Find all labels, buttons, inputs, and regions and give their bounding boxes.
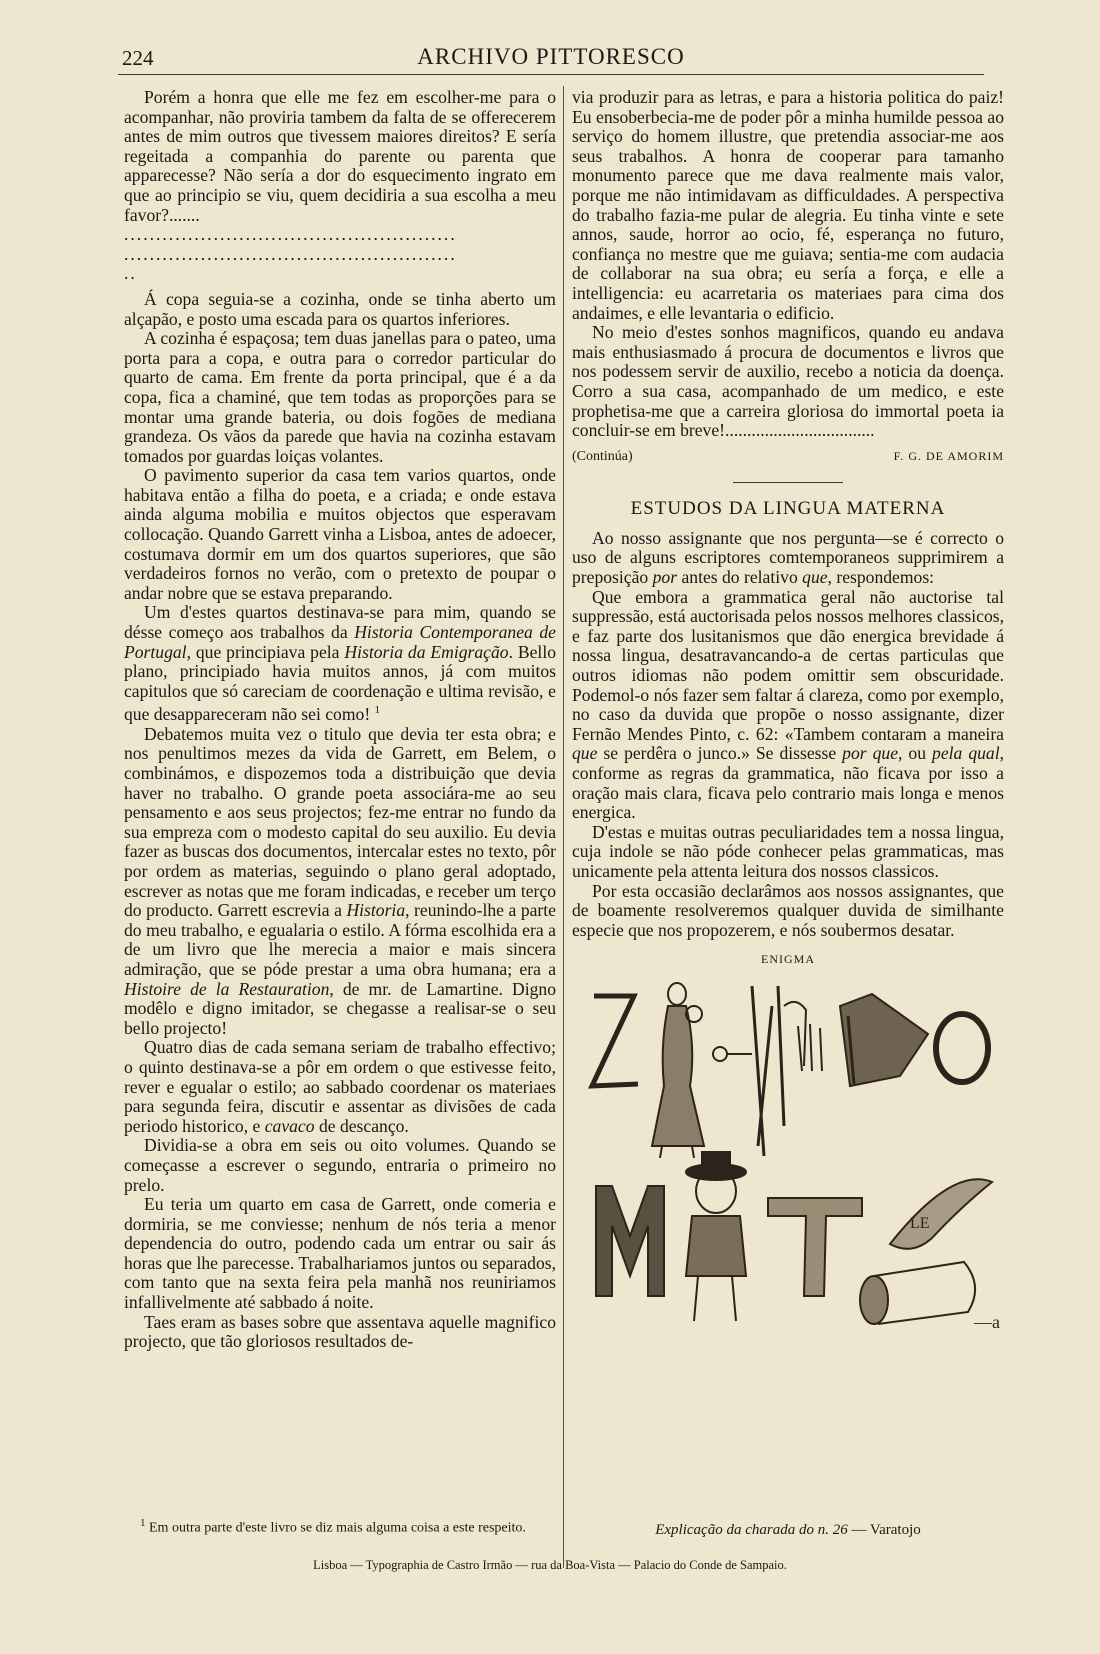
- enigma-mark: —a: [974, 1311, 1000, 1332]
- paragraph: Debatemos muita vez o titulo que devia ter esta obra; e nos penultimos mezes da vida de Garrett, em Belem, o combinámos, e dispozemos toda a distribuição que devia haver no trabalho. O grande poeta associára-me ao seu pensamento e aos seus projectos; fez-me entrar no fundo da sua empreza com o modesto capital do seu auxilio. Eu devia fazer as buscas dos documentos, intercalar estes no texto, pôr por ordem as materias, seguindo o plano geral adoptado, escrever as notas que me foram indicadas, e receber um terço do producto. Garrett escrevia a Historia, reunindo-lhe a parte do meu trabalho, e egualaria o estilo. A fórma escolhida era a de um livro que lhe merecia a maior e mais sincera admiração, que se póde prestar a uma obra humana; era a Histoire de la Restauration, de mr. de Lamartine. Digno modêlo e digno imitador, se chegasse a realisar-se o seu bello projecto!: [124, 723, 556, 1038]
- header-rule: [118, 74, 984, 75]
- ellipsis-line: ....................................................: [124, 244, 457, 264]
- paragraph: Taes eram as bases sobre que assentava aquelle magnifico projecto, que tão gloriosos resultados de-: [124, 1311, 556, 1352]
- ellipsis-line: ....................................................: [124, 225, 457, 245]
- enigma-caption: Explicação da charada do n. 26 — Varatojo: [655, 1522, 921, 1538]
- enigma-wing-text: LE: [910, 1214, 930, 1232]
- footnote-ref: 1: [374, 704, 381, 717]
- enigma-illustration: [572, 976, 1004, 1346]
- section-separator: [733, 482, 843, 483]
- author-name: F. G. DE AMORIM: [893, 448, 1004, 463]
- continua-label: (Continúa): [572, 448, 633, 464]
- section-title: ESTUDOS DA LINGUA MATERNA: [630, 498, 946, 520]
- left-column: [124, 88, 556, 1352]
- paragraph: Um d'estes quartos destinava-se para mim, quando se désse começo aos trabalhos da Historia Contemporanea de Portugal, que principiava pela Historia da Emigração. Bello plano, principiado havia muitos annos, já com muitos capitulos que só careciam de coordenação e ultima revisão, e que desappareceram não sei como! $^1$: [124, 602, 556, 725]
- ellipsis-line: ..: [124, 264, 137, 284]
- paragraph: Dividia-se a obra em seis ou oito volumes. Quando se começasse a escrever o segundo, entraria o primeiro no prelo.: [124, 1135, 556, 1195]
- article-signature: [572, 447, 1004, 467]
- page-header: [118, 44, 984, 74]
- imprint-line: Lisboa — Typographia de Castro Irmão — rua da Boa-Vista — Palacio do Conde de Sampaio.: [313, 1558, 787, 1572]
- paragraph: O pavimento superior da casa tem varios quartos, onde habitava então a filha do poeta, e a criada; e onde estava ainda alguma mobilia e muitos objectos que esperavam collocação. Quando Garrett vinha a Lisboa, antes de adoecer, costumava dormir em um dos quartos superiores, que são verdadeiros fornos no verão, com o pretexto de poupar o andar nobre que se estava preparando.: [124, 465, 556, 603]
- paragraph: Quatro dias de cada semana seriam de trabalho effectivo; o quinto destinava-se a pôr em ordem o que estivesse feito, rever e egualar o estilo; ao sabbado coordenar os materiaes para segunda feira, discutir e assentar as divisões de cada periodo historico, e cavaco de descanço.: [124, 1037, 556, 1136]
- paragraph: Á copa seguia-se a cozinha, onde se tinha aberto um alçapão, e posto uma escada para os quartos inferiores.: [124, 288, 556, 329]
- paragraph: Eu teria um quarto em casa de Garrett, onde comeria e dormiria, se me conviesse; nenhum de nós teria a menor dependencia do outro, podendo cada um entrar ou sair ás horas que lhe parecesse. Trabalhariamos juntos ou separados, com tanto que na sexta feira pela manhã nos reuniriamos infallivelmente até sabbado á noite.: [124, 1194, 556, 1313]
- footnote: $^1$ Em outra parte d'este livro se diz mais alguma coisa a este respeito.: [140, 1517, 526, 1536]
- right-column: [572, 88, 1004, 1351]
- page-number: 224: [122, 46, 154, 70]
- column-divider: [563, 86, 564, 1568]
- page-title: ARCHIVO PITTORESCO: [417, 44, 685, 69]
- paragraph: Ao nosso assignante que nos pergunta—se é correcto o uso de alguns escriptores comtemporaneos supprimirem a preposição por antes do relativo que, respondemos:: [572, 527, 1004, 588]
- paragraph: No meio d'estes sonhos magnificos, quando eu andava mais enthusiasmado á procura de documentos e livros que nos podessem servir de auxilio, recebo a noticia da doença. Corro a sua casa, acompanhado de um medico, e este prophetisa-me que a carreira gloriosa do immortal poeta ia concluir-se em breve!..................................: [572, 322, 1004, 441]
- paragraph: Porém a honra que elle me fez em escolher-me para o acompanhar, não proviria tambem da falta de se offerecerem antes de mim outros que tivessem maiores direitos? E sería regeitada a companhia do parente ou parenta que apparecesse? Não sería a dor do esquecimento ingrato em que ao principio se viu, quem decidiria a sua escolha a meu favor?.......: [124, 87, 556, 225]
- paragraph: D'estas e muitas outras peculiaridades tem a nossa lingua, cuja indole se não póde conhecer pelas grammaticas, mas unicamente pela attenta leitura dos nossos classicos.: [572, 821, 1004, 881]
- paragraph: Que embora a grammatica geral não auctorise tal suppressão, está auctorisada pelos nossos melhores classicos, e faz parte dos lusitanismos que dão energica brevidade á nossa lingua, desatravancando-a de certas particulas que outros idiomas não podem omittir sem obscuridade. Podemol-o nós fazer sem faltar á clareza, como por exemplo, no caso da duvida que propõe o nosso assignante, dizer Fernão Mendes Pinto, c. 62: «Tambem contaram a maneira que se perdêra o junco.» Se dissesse por que, ou pela qual, conforme as regras da grammatica, não ficava por isso a oração mais clara, ficava pelo contrario mais longa e menos energica.: [572, 586, 1005, 823]
- paragraph: Por esta occasião declarâmos aos nossos assignantes, que de boamente resolveremos qualquer duvida de similhante especie que nos propozerem, e nós soubermos desatar.: [572, 880, 1004, 940]
- enigma-title: ENIGMA: [761, 952, 815, 967]
- paragraph: via produzir para as letras, e para a historia politica do paiz! Eu ensoberbecia-me de poder pôr a minha humilde pessoa ao serviço do homem illustre, que pretendia associar-me aos seus trabalhos. A honra de cooperar para tamanho monumento parece que me dava realmente mais valor, porque me não intimidavam as difficuldades. A perspectiva do trabalho fazia-me pular de alegria. Eu tinha vinte e sete annos, saude, horror ao ocio, fé, esperança no futuro, confiança no mestre que me guiava; sentia-me com audacia de collaborar na sua obra; eu sería a força, e elle a intelligencia: eu acarretaria os materiaes para cima dos andaimes, e elle levantaria o edificio.: [572, 87, 1004, 323]
- paragraph: A cozinha é espaçosa; tem duas janellas para o pateo, uma porta para a copa, e outra para o corredor particular do quarto de cama. Em frente da porta principal, que é a da copa, fica a chaminé, que tem todas as proporções para se montar uma grande bateria, ou dois fogões de mediana grandeza. Os vãos da parede que havia na cozinha estavam tomados por guardas loiças volantes.: [124, 328, 556, 466]
